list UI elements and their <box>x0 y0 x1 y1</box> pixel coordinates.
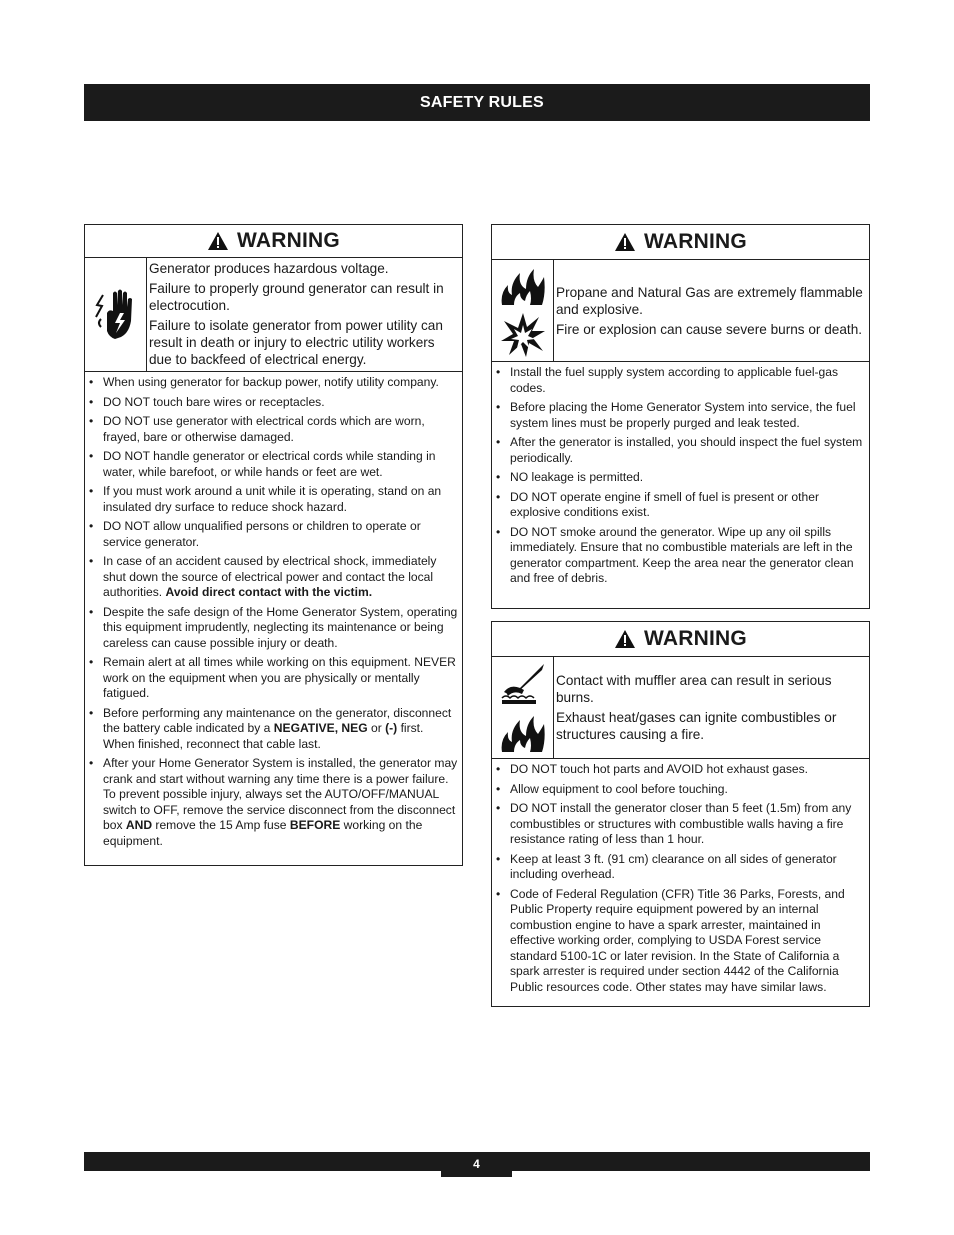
rules-list <box>85 372 462 849</box>
hazard-text: Generator produces hazardous voltage. Failure to properly ground generator can result in electrocution. Failure to isolate generator from power utility can result in death or injury to electric utility workers due to backfeed of electrical energy. <box>149 261 444 367</box>
rules-list <box>492 362 869 587</box>
list-item: • DO NOT touch bare wires or receptacles. <box>85 395 458 411</box>
list-item: • When using generator for backup power, notify utility company. <box>85 375 458 391</box>
warning-title: WARNING <box>492 622 869 657</box>
hazard-icons <box>492 657 554 758</box>
fire-icon <box>498 710 548 754</box>
hazard-icons <box>492 260 554 361</box>
list-item: • After the generator is installed, you should inspect the fuel system periodically. <box>492 435 865 466</box>
list-item: • DO NOT use generator with electrical cords which are worn, frayed, bare or otherwise damaged. <box>85 414 458 445</box>
warning-triangle-icon <box>614 232 636 252</box>
list-item: • DO NOT handle generator or electrical cords while standing in water, while barefoot, or while hands or feet are wet. <box>85 449 458 480</box>
rules-list <box>492 759 869 995</box>
warning-box-fuel <box>491 224 870 609</box>
page-number: 4 <box>441 1152 512 1177</box>
list-item: • In case of an accident caused by electrical shock, immediately shut down the source of electrical power and contact the local authorities. Avoid direct contact with the victim. <box>85 554 458 601</box>
warning-box-electrical <box>84 224 463 866</box>
list-item: • Allow equipment to cool before touching. <box>492 782 865 798</box>
hazard-text: Contact with muffler area can result in serious burns. Exhaust heat/gases can ignite combustibles or structures causing a fire. <box>556 673 837 742</box>
page-title: SAFETY RULES <box>420 94 544 111</box>
list-item: • NO leakage is permitted. <box>492 470 865 486</box>
list-item: • Before placing the Home Generator System into service, the fuel system lines must be properly purged and leak tested. <box>492 400 865 431</box>
hot-surface-icon <box>498 662 548 706</box>
hazard-row <box>85 258 462 372</box>
fire-icon <box>498 263 548 307</box>
list-item: • DO NOT operate engine if smell of fuel is present or other explosive conditions exist. <box>492 490 865 521</box>
list-item: • Despite the safe design of the Home Generator System, operating this equipment imprudently, neglecting its maintenance or being careless can cause possible injury or death. <box>85 605 458 652</box>
hazard-row <box>492 657 869 759</box>
list-item: • If you must work around a unit while it is operating, stand on an insulated dry surface to reduce shock hazard. <box>85 484 458 515</box>
list-item: • DO NOT allow unqualified persons or children to operate or service generator. <box>85 519 458 550</box>
warning-box-heat <box>491 621 870 1007</box>
warning-triangle-icon <box>207 231 229 251</box>
list-item: • Remain alert at all times while working on this equipment. NEVER work on the equipment when you are physically or mentally fatigued. <box>85 655 458 702</box>
hazard-row <box>492 260 869 362</box>
hazard-text: Propane and Natural Gas are extremely flammable and explosive. Fire or explosion can cause severe burns or death. <box>556 284 863 337</box>
header-bar <box>84 84 870 121</box>
list-item: • DO NOT smoke around the generator. Wipe up any oil spills immediately. Ensure that no combustible materials are left in the generator compartment. Keep the area near the generator clean and free of debris. <box>492 525 865 587</box>
warning-title: WARNING <box>492 225 869 260</box>
list-item: • Keep at least 3 ft. (91 cm) clearance on all sides of generator including overhead. <box>492 852 865 883</box>
list-item: • DO NOT install the generator closer than 5 feet (1.5m) from any combustibles or structures with combustible walls having a fire resistance rating of less than 1 hour. <box>492 801 865 848</box>
hazard-icons <box>85 258 147 371</box>
list-item: • Install the fuel supply system according to applicable fuel-gas codes. <box>492 365 865 396</box>
explosion-icon <box>499 311 547 359</box>
warning-triangle-icon <box>614 629 636 649</box>
warning-title: WARNING <box>85 225 462 258</box>
list-item: • Code of Federal Regulation (CFR) Title 36 Parks, Forests, and Public Property require equipment powered by an internal combustion engine to have a spark arrester, maintained in effective working order, complying to USDA Forest service standard 5100-1C or later revision. In the State of California a spark arrester is required under section 4442 of the California Public resources code. Other states may have similar laws. <box>492 887 865 996</box>
electric-shock-hand-icon <box>93 287 139 343</box>
list-item: • DO NOT touch hot parts and AVOID hot exhaust gases. <box>492 762 865 778</box>
list-item: • Before performing any maintenance on the generator, disconnect the battery cable indicated by a NEGATIVE, NEG or (-) first. When finished, reconnect that cable last. <box>85 706 458 753</box>
list-item: • After your Home Generator System is installed, the generator may crank and start without warning any time there is a power failure. To prevent possible injury, always set the AUTO/OFF/MANUAL switch to OFF, remove the service disconnect from the disconnect box AND remove the 15 Amp fuse BEFORE working on the equipment. <box>85 756 458 849</box>
